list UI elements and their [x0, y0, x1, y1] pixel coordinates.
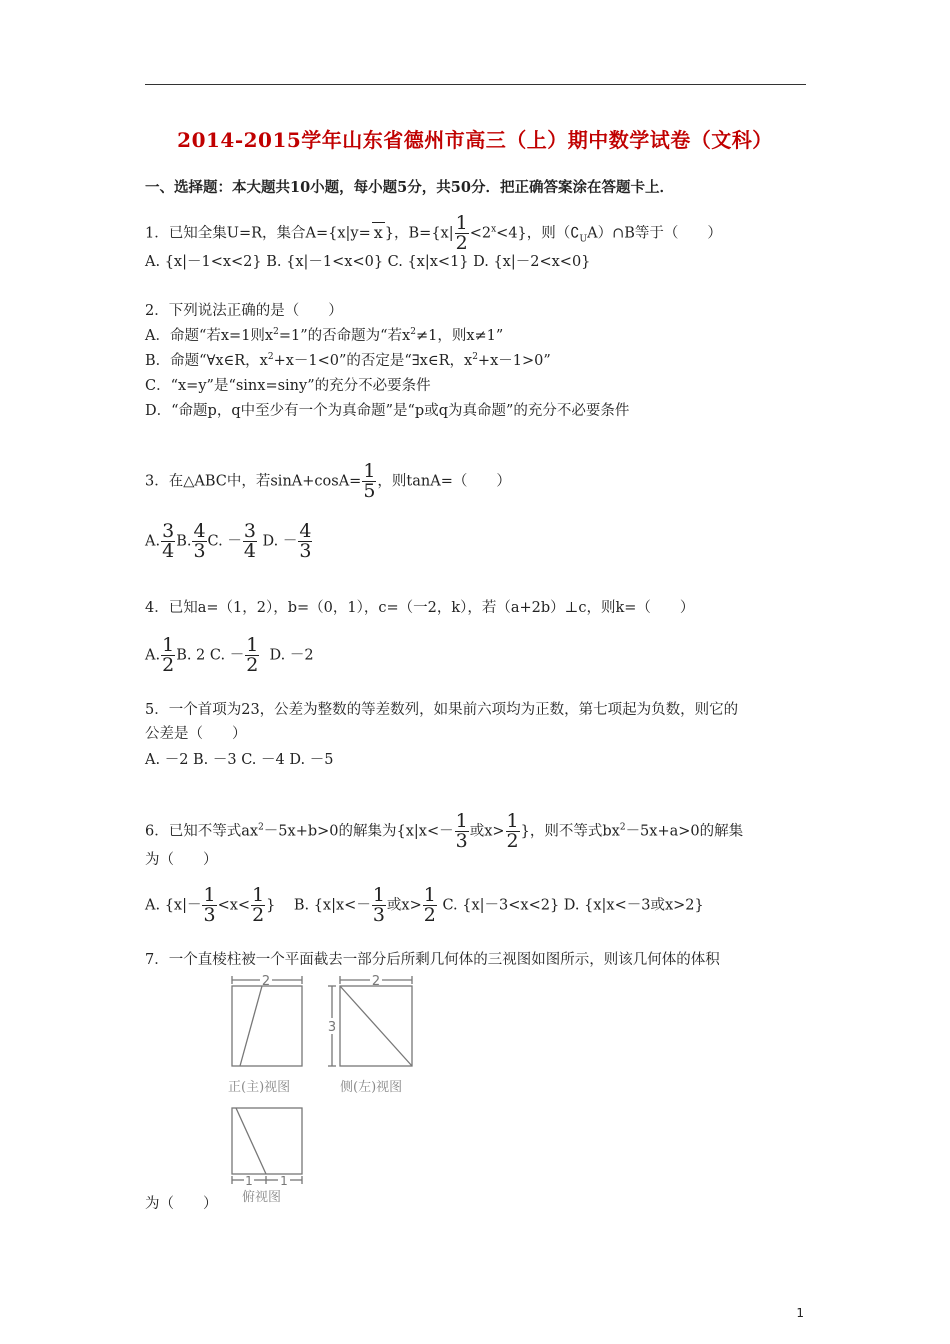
side-height-dimension: 3 — [327, 1020, 337, 1035]
question-5-options: A. －2 B. －3 C. －4 D. －5 — [145, 752, 334, 768]
sqrt-expression: x — [373, 222, 383, 242]
page-number: 1 — [796, 1306, 804, 1320]
question-4-stem: 4．已知a=（1，2），b=（0，1），c=（一2，k），若（a+2b）⊥c，则k=（ ） — [145, 600, 695, 616]
front-view-label: 正(主)视图 — [228, 1080, 291, 1095]
top-view-figure — [226, 1102, 310, 1186]
question-2-option-b: B．命题“∀x∈R，$x^2+x-1<0$”的否定是“∃x∈R，$x^2+x-1>0$” — [145, 352, 551, 369]
question-5-stem: 5．一个首项为23，公差为整数的等差数列，如果前六项均为正数，第七项起为负数，则它的 — [145, 702, 739, 718]
question-3-options: A. $\frac{3}{4}$ B. $\frac{4}{3}$ C. － $\frac{3}{4}$ D. － $\frac{4}{3}$ — [145, 520, 312, 562]
question-3-stem: 3．在△ABC中，若sinA+cosA= $\frac{1}{5}$ ，则tanA=（ ） — [145, 460, 511, 502]
question-1-stem: 1．已知全集U=R，集合A={x|y= x }，B={x| $\frac{1}{2}$ $<2^x<4$}，则$(∁_UA)\cap B$等于（ ） — [145, 212, 722, 254]
top-view-label: 俯视图 — [242, 1190, 282, 1205]
top-dimension-a: 1 — [245, 1174, 253, 1186]
side-width-dimension: 2 — [371, 974, 381, 989]
question-6-stem-cont: 为（ ） — [145, 852, 218, 868]
question-4-options: A. $\frac{1}{2}$ B. 2 C. － $\frac{1}{2}$ D. －2 — [145, 634, 314, 676]
fraction: $\frac{1}{5}$ — [363, 460, 376, 502]
question-5-stem-cont: 公差是（ ） — [145, 726, 247, 742]
front-view-figure — [226, 972, 310, 1080]
side-view-label: 侧(左)视图 — [340, 1080, 403, 1095]
question-1-options: A. {x|－1<x<2} B. {x|－1<x<0} C. {x|x<1} D. {x|－2<x<0} — [145, 254, 591, 270]
question-2-option-c: C．“x=y”是“sinx=siny”的充分不必要条件 — [145, 378, 431, 394]
top-dimension-b: 1 — [280, 1174, 288, 1186]
fraction: $\frac{1}{2}$ — [455, 212, 468, 254]
question-2-option-a: A．命题“若x=1则$x^2=1$”的否命题为“若$x^2\ne 1$，则x≠1” — [145, 327, 504, 344]
question-2-stem: 2．下列说法正确的是（ ） — [145, 303, 343, 319]
header-rule — [145, 84, 806, 85]
exam-title: 2014-2015学年山东省德州市高三（上）期中数学试卷（文科） — [177, 128, 773, 152]
question-7-stem-end: 为（ ） — [145, 1196, 218, 1212]
side-view-figure — [322, 972, 418, 1080]
question-2-option-d: D．“命题p，q中至少有一个为真命题”是“p或q为真命题”的充分不必要条件 — [145, 403, 630, 419]
question-7-stem: 7．一个直棱柱被一个平面截去一部分后所剩几何体的三视图如图所示，则该几何体的体积 — [145, 952, 720, 968]
question-6-options: A. {x|－ $\frac{1}{3}$ <x< $\frac{1}{2}$ } B. {x|x<－ $\frac{1}{3}$ 或x> $\frac{1}{2}$ C. {x|－3<x<2} D. {x|x<－3或x>2} — [145, 884, 704, 926]
question-6-stem: 6．已知不等式$ax^2-5x+b>0$的解集为{x|x<－ $\frac{1}{3}$ 或x> $\frac{1}{2}$ }，则不等式$bx^2-5x+a>0$的解集 — [145, 810, 744, 852]
section-heading: 一、选择题：本大题共10小题，每小题5分，共50分．把正确答案涂在答题卡上． — [145, 179, 674, 196]
front-width-dimension: 2 — [261, 974, 271, 989]
